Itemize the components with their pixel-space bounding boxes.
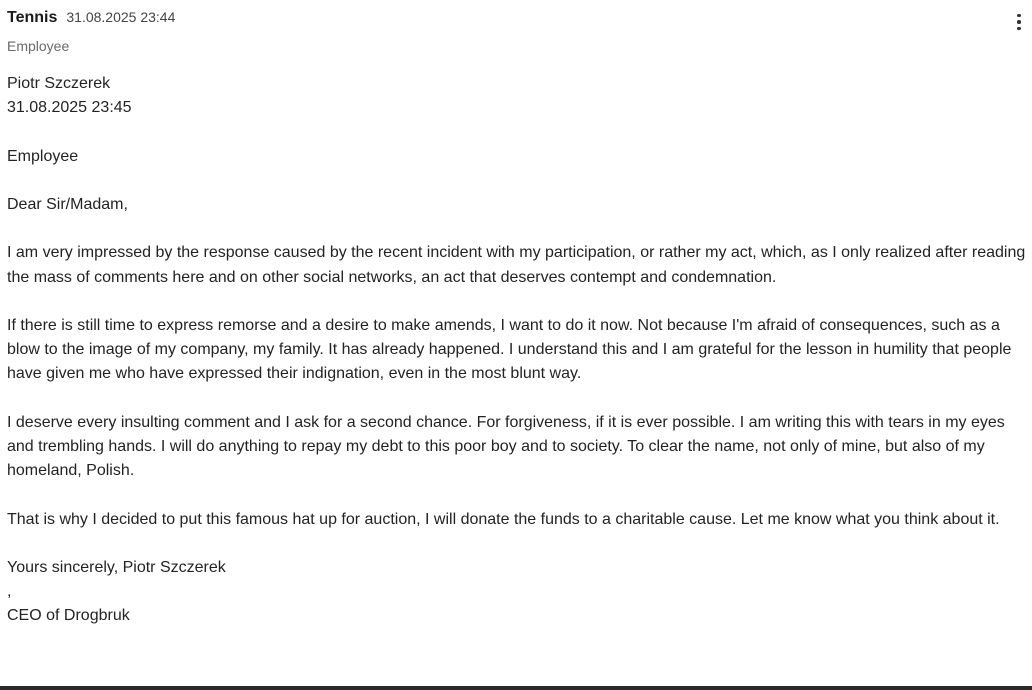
- spacer: [7, 217, 1029, 241]
- spacer: [7, 169, 1029, 193]
- paragraph-2: If there is still time to express remorse and a desire to make amends, I want to do it now. Not because I'm afraid of consequences, such as a blow to the image of my company, my family. It has already happened. I understand this and I am grateful for the lesson in humility that people have given me who have expressed their indignation, even in the most blunt way.: [7, 316, 1012, 383]
- comma-line: ,: [7, 583, 12, 601]
- post-author[interactable]: Tennis: [7, 9, 58, 26]
- sender-role: Employee: [7, 147, 79, 165]
- paragraph-3: I deserve every insulting comment and I ask for a second chance. For forgiveness, if it is ever possible. I am writing this with tears in my eyes and trembling hands. I will do anything to repay my debt to this poor boy and to society. To clear the name, not only of mine, but also of my homeland, Polish.: [7, 413, 1005, 480]
- spacer: [7, 290, 1029, 314]
- menu-dot: [1017, 14, 1021, 18]
- post-author-role: Employee: [7, 38, 70, 54]
- paragraph-4: That is why I decided to put this famous hat up for auction, I will donate the funds to a charitable cause. Let me know what you think about it.: [7, 510, 1000, 528]
- spacer: [7, 532, 1029, 556]
- spacer: [7, 120, 1029, 144]
- greeting: Dear Sir/Madam,: [7, 195, 128, 213]
- sender-timestamp: 31.08.2025 23:45: [7, 99, 132, 117]
- menu-dot: [1017, 27, 1021, 31]
- signature-title: CEO of Drogbruk: [7, 607, 130, 625]
- menu-dot: [1017, 20, 1021, 24]
- post-header: [7, 9, 175, 29]
- spacer: [7, 387, 1029, 411]
- sender-name: Piotr Szczerek: [7, 75, 111, 92]
- more-vertical-icon[interactable]: [1010, 10, 1028, 34]
- spacer: [7, 483, 1029, 507]
- post-timestamp: 31.08.2025 23:44: [66, 9, 176, 25]
- post-body: [7, 72, 1029, 629]
- paragraph-1: I am very impressed by the response caused by the recent incident with my participation, or rather my act, which, as I only realized after reading the mass of comments here and on other social networks, an act that deserves contempt and condemnation.: [7, 244, 1026, 286]
- signoff: Yours sincerely, Piotr Szczerek: [7, 558, 226, 576]
